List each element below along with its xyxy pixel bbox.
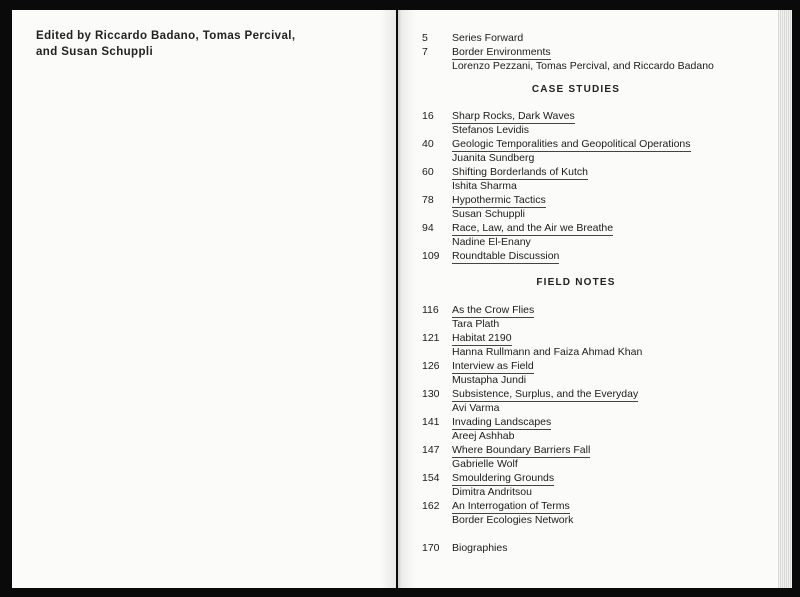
toc-page-number: 5 xyxy=(422,32,428,44)
toc-page-number: 130 xyxy=(422,388,440,400)
toc-page-number: 162 xyxy=(422,500,440,512)
toc-title-link[interactable]: Geologic Temporalities and Geopolitical Operations xyxy=(452,138,691,150)
toc-author-name: Lorenzo Pezzani, Tomas Percival, and Riccardo Badano xyxy=(452,60,714,72)
page-edges xyxy=(778,10,792,588)
toc-page-number: 121 xyxy=(422,332,440,344)
toc-page-number: 78 xyxy=(422,194,434,206)
toc-author-name: Avi Varma xyxy=(452,402,500,414)
toc-page-number: 154 xyxy=(422,472,440,484)
toc-page-number: 60 xyxy=(422,166,434,178)
editors-line-1: Edited by Riccardo Badano, Tomas Percival, xyxy=(36,30,296,42)
toc-author-name: Nadine El-Enany xyxy=(452,236,531,248)
toc-title-link[interactable]: Habitat 2190 xyxy=(452,332,512,344)
toc-author-name: Gabrielle Wolf xyxy=(452,458,518,470)
toc-page-number: 141 xyxy=(422,416,440,428)
editors-credit xyxy=(36,28,336,60)
toc-title-link[interactable]: Race, Law, and the Air we Breathe xyxy=(452,222,614,234)
toc-page-number: 16 xyxy=(422,110,434,122)
toc-page-number: 126 xyxy=(422,360,440,372)
toc-title-link[interactable]: Subsistence, Surplus, and the Everyday xyxy=(452,388,639,400)
toc-title-link[interactable]: Invading Landscapes xyxy=(452,416,552,428)
toc-author-name: Juanita Sundberg xyxy=(452,152,535,164)
toc-page-number: 147 xyxy=(422,444,440,456)
toc-title-link[interactable]: Border Environments xyxy=(452,46,551,58)
toc-page-number: 109 xyxy=(422,250,440,262)
toc-title-link[interactable]: Where Boundary Barriers Fall xyxy=(452,444,591,456)
toc-author-name: Areej Ashhab xyxy=(452,430,515,442)
toc-author-name: Tara Plath xyxy=(452,318,500,330)
table-of-contents xyxy=(398,10,778,588)
left-page xyxy=(12,10,396,588)
toc-author-name: Stefanos Levidis xyxy=(452,124,530,136)
toc-title-link[interactable]: Smouldering Grounds xyxy=(452,472,555,484)
toc-page-number: 116 xyxy=(422,304,439,316)
field-notes-heading: FIELD NOTES xyxy=(536,277,616,288)
toc-title-link[interactable]: Shifting Borderlands of Kutch xyxy=(452,166,588,178)
case-studies-heading: CASE STUDIES xyxy=(531,84,621,95)
toc-author-name: Border Ecologies Network xyxy=(452,514,574,526)
toc-author-name: Dimitra Andritsou xyxy=(452,486,532,498)
toc-page-number: 7 xyxy=(422,46,428,58)
toc-page-number: 40 xyxy=(422,138,434,150)
toc-title-link[interactable]: An Interrogation of Terms xyxy=(452,500,570,512)
toc-title: Series Forward xyxy=(452,32,524,44)
toc-author-name: Mustapha Jundi xyxy=(452,374,527,386)
toc-title-link[interactable]: Interview as Field xyxy=(452,360,534,372)
toc-title-link[interactable]: Roundtable Discussion xyxy=(452,250,560,262)
toc-page-number: 170 xyxy=(422,542,440,554)
toc-title: Biographies xyxy=(452,542,508,554)
toc-page-number: 94 xyxy=(422,222,434,234)
editors-line-2: and Susan Schuppli xyxy=(36,46,154,58)
toc-title-link[interactable]: Sharp Rocks, Dark Waves xyxy=(452,110,575,122)
toc-author-name: Susan Schuppli xyxy=(452,208,525,220)
toc-author-name: Hanna Rullmann and Faiza Ahmad Khan xyxy=(452,346,643,358)
toc-title-link[interactable]: As the Crow Flies xyxy=(452,304,535,316)
toc-author-name: Ishita Sharma xyxy=(452,180,517,192)
toc-title-link[interactable]: Hypothermic Tactics xyxy=(452,194,546,206)
